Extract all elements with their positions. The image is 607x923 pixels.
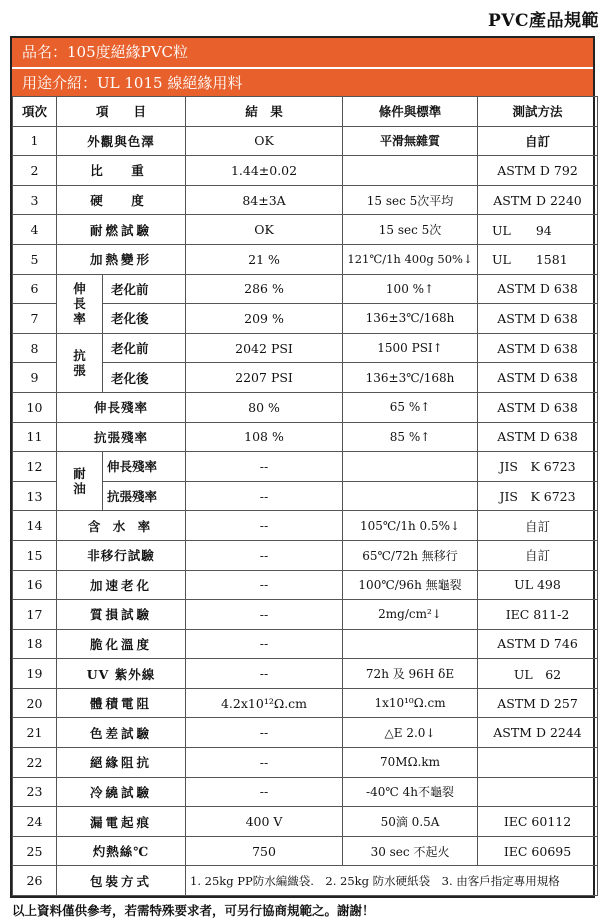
row-condition: 65℃/72h 無移行 bbox=[343, 540, 478, 570]
row-result: -- bbox=[186, 570, 343, 600]
row-no: 26 bbox=[13, 866, 57, 896]
row-item: 硬 度 bbox=[57, 185, 186, 215]
row-method: 自訂 bbox=[478, 126, 598, 156]
row-result: 209 % bbox=[186, 304, 343, 334]
row-item: 質損試驗 bbox=[57, 600, 186, 630]
header-condition: 條件與標準 bbox=[343, 97, 478, 127]
row-result: 108 % bbox=[186, 422, 343, 452]
row-method: IEC 60112 bbox=[478, 807, 598, 837]
row-no: 15 bbox=[13, 540, 57, 570]
row-method: IEC 60695 bbox=[478, 836, 598, 866]
row-condition: 100℃/96h 無龜裂 bbox=[343, 570, 478, 600]
row-condition: 50滴 0.5A bbox=[343, 807, 478, 837]
row-method: UL 94 bbox=[478, 215, 598, 245]
row-result: 400 V bbox=[186, 807, 343, 837]
row-item: 老化前 bbox=[103, 333, 186, 363]
row-item: 脆化溫度 bbox=[57, 629, 186, 659]
row-result: -- bbox=[186, 777, 343, 807]
row-method bbox=[478, 748, 598, 778]
row-condition: 平滑無雜質 bbox=[343, 126, 478, 156]
table-row bbox=[13, 659, 598, 689]
row-item: 冷繞試驗 bbox=[57, 777, 186, 807]
row-result: -- bbox=[186, 481, 343, 511]
footer-note: 以上資料僅供參考，若需特殊要求者，可另行協商規範之。謝謝！ bbox=[12, 903, 375, 918]
table-row bbox=[13, 392, 598, 422]
usage-banner: 用途介紹：UL 1015 線絕緣用料 bbox=[12, 67, 593, 96]
table-row bbox=[13, 333, 598, 363]
row-item: 外觀與色澤 bbox=[57, 126, 186, 156]
row-method: ASTM D 638 bbox=[478, 274, 598, 304]
row-result: 750 bbox=[186, 836, 343, 866]
row-item: 伸長殘率 bbox=[57, 392, 186, 422]
packaging-description: 1. 25kg PP防水編織袋. 2. 25kg 防水硬紙袋 3. 由客戶指定專用規格 bbox=[186, 866, 598, 896]
table-row bbox=[13, 807, 598, 837]
row-no: 2 bbox=[13, 156, 57, 186]
row-method: 自訂 bbox=[478, 540, 598, 570]
row-no: 12 bbox=[13, 452, 57, 482]
row-item: 伸長殘率 bbox=[103, 452, 186, 482]
table-row bbox=[13, 600, 598, 630]
row-item: 抗張殘率 bbox=[57, 422, 186, 452]
header-item: 項 目 bbox=[57, 97, 186, 127]
row-method: ASTM D 746 bbox=[478, 629, 598, 659]
row-method: ASTM D 792 bbox=[478, 156, 598, 186]
product-name-banner: 品名：105度絕緣PVC粒 bbox=[12, 38, 593, 67]
row-result: -- bbox=[186, 659, 343, 689]
row-method: ASTM D 2240 bbox=[478, 185, 598, 215]
row-no: 11 bbox=[13, 422, 57, 452]
row-condition: 85 %↑ bbox=[343, 422, 478, 452]
row-result: 21 % bbox=[186, 244, 343, 274]
row-result: -- bbox=[186, 452, 343, 482]
row-item: 色差試驗 bbox=[57, 718, 186, 748]
group-oil-label: 耐油 bbox=[57, 452, 103, 511]
row-no: 14 bbox=[13, 511, 57, 541]
row-no: 20 bbox=[13, 688, 57, 718]
row-result: -- bbox=[186, 718, 343, 748]
row-result: 4.2x10¹²Ω.cm bbox=[186, 688, 343, 718]
row-item: 含 水 率 bbox=[57, 511, 186, 541]
table-row bbox=[13, 215, 598, 245]
row-no: 23 bbox=[13, 777, 57, 807]
row-result: -- bbox=[186, 540, 343, 570]
row-item: UV 紫外線 bbox=[57, 659, 186, 689]
row-item: 老化後 bbox=[103, 363, 186, 393]
table-row bbox=[13, 126, 598, 156]
row-result: -- bbox=[186, 600, 343, 630]
row-item: 老化後 bbox=[103, 304, 186, 334]
row-condition: △E 2.0↓ bbox=[343, 718, 478, 748]
row-item: 比 重 bbox=[57, 156, 186, 186]
row-item: 絕緣阻抗 bbox=[57, 748, 186, 778]
row-no: 9 bbox=[13, 363, 57, 393]
row-method: JIS K 6723 bbox=[478, 452, 598, 482]
row-condition: 2mg/cm²↓ bbox=[343, 600, 478, 630]
row-method: ASTM D 638 bbox=[478, 392, 598, 422]
table-row bbox=[13, 274, 598, 304]
row-condition: -40℃ 4h不龜裂 bbox=[343, 777, 478, 807]
row-method: ASTM D 638 bbox=[478, 333, 598, 363]
row-condition: 1x10¹⁰Ω.cm bbox=[343, 688, 478, 718]
row-no: 21 bbox=[13, 718, 57, 748]
table-row bbox=[13, 629, 598, 659]
row-condition: 30 sec 不起火 bbox=[343, 836, 478, 866]
spec-sheet bbox=[10, 36, 595, 898]
row-no: 10 bbox=[13, 392, 57, 422]
spec-table bbox=[12, 96, 598, 896]
row-condition bbox=[343, 629, 478, 659]
row-condition: 136±3℃/168h bbox=[343, 304, 478, 334]
table-row bbox=[13, 570, 598, 600]
row-no: 18 bbox=[13, 629, 57, 659]
table-row bbox=[13, 688, 598, 718]
row-result: OK bbox=[186, 215, 343, 245]
row-method: UL 62 bbox=[478, 659, 598, 689]
row-item: 抗張殘率 bbox=[103, 481, 186, 511]
table-row bbox=[13, 156, 598, 186]
row-no: 24 bbox=[13, 807, 57, 837]
row-item: 漏電起痕 bbox=[57, 807, 186, 837]
row-no: 16 bbox=[13, 570, 57, 600]
table-row bbox=[13, 866, 598, 896]
row-result: -- bbox=[186, 748, 343, 778]
row-condition bbox=[343, 156, 478, 186]
row-method: UL 1581 bbox=[478, 244, 598, 274]
row-condition bbox=[343, 452, 478, 482]
row-result: OK bbox=[186, 126, 343, 156]
table-row bbox=[13, 452, 598, 482]
row-condition: 65 %↑ bbox=[343, 392, 478, 422]
row-condition: 15 sec 5次 bbox=[343, 215, 478, 245]
row-condition: 136±3℃/168h bbox=[343, 363, 478, 393]
group-elongation-label: 伸長率 bbox=[57, 274, 103, 333]
table-row bbox=[13, 748, 598, 778]
row-no: 3 bbox=[13, 185, 57, 215]
row-condition: 100 %↑ bbox=[343, 274, 478, 304]
header-method: 測試方法 bbox=[478, 97, 598, 127]
row-item: 加速老化 bbox=[57, 570, 186, 600]
header-result: 結 果 bbox=[186, 97, 343, 127]
table-row bbox=[13, 718, 598, 748]
row-item: 包裝方式 bbox=[57, 866, 186, 896]
row-no: 6 bbox=[13, 274, 57, 304]
row-no: 8 bbox=[13, 333, 57, 363]
row-method: ASTM D 638 bbox=[478, 304, 598, 334]
row-result: 80 % bbox=[186, 392, 343, 422]
row-no: 17 bbox=[13, 600, 57, 630]
row-result: 2042 PSI bbox=[186, 333, 343, 363]
row-item: 耐燃試驗 bbox=[57, 215, 186, 245]
row-result: 286 % bbox=[186, 274, 343, 304]
row-condition: 70MΩ.km bbox=[343, 748, 478, 778]
row-item: 非移行試驗 bbox=[57, 540, 186, 570]
row-result: -- bbox=[186, 511, 343, 541]
row-item: 體積電阻 bbox=[57, 688, 186, 718]
row-method: 自訂 bbox=[478, 511, 598, 541]
row-condition: 121℃/1h 400g 50%↓ bbox=[343, 244, 478, 274]
row-no: 5 bbox=[13, 244, 57, 274]
row-no: 4 bbox=[13, 215, 57, 245]
row-no: 7 bbox=[13, 304, 57, 334]
table-row bbox=[13, 185, 598, 215]
row-item: 加熱變形 bbox=[57, 244, 186, 274]
table-row bbox=[13, 511, 598, 541]
row-no: 19 bbox=[13, 659, 57, 689]
table-row bbox=[13, 244, 598, 274]
row-condition: 1500 PSI↑ bbox=[343, 333, 478, 363]
row-item: 老化前 bbox=[103, 274, 186, 304]
row-method: ASTM D 638 bbox=[478, 363, 598, 393]
row-result: 84±3A bbox=[186, 185, 343, 215]
table-row bbox=[13, 422, 598, 452]
row-condition: 105℃/1h 0.5%↓ bbox=[343, 511, 478, 541]
document-title: PVC產品規範 bbox=[487, 11, 599, 31]
row-condition: 15 sec 5次平均 bbox=[343, 185, 478, 215]
row-method: JIS K 6723 bbox=[478, 481, 598, 511]
row-no: 25 bbox=[13, 836, 57, 866]
row-method bbox=[478, 777, 598, 807]
row-result: -- bbox=[186, 629, 343, 659]
group-tensile-label: 抗張 bbox=[57, 333, 103, 392]
row-method: ASTM D 2244 bbox=[478, 718, 598, 748]
table-header-row bbox=[13, 97, 598, 127]
row-condition bbox=[343, 481, 478, 511]
row-method: IEC 811-2 bbox=[478, 600, 598, 630]
row-result: 1.44±0.02 bbox=[186, 156, 343, 186]
row-item: 灼熱絲℃ bbox=[57, 836, 186, 866]
row-condition: 72h 及 96H δE bbox=[343, 659, 478, 689]
row-no: 1 bbox=[13, 126, 57, 156]
row-method: UL 498 bbox=[478, 570, 598, 600]
row-no: 13 bbox=[13, 481, 57, 511]
row-result: 2207 PSI bbox=[186, 363, 343, 393]
table-row bbox=[13, 836, 598, 866]
header-no: 項次 bbox=[13, 97, 57, 127]
row-method: ASTM D 638 bbox=[478, 422, 598, 452]
table-row bbox=[13, 777, 598, 807]
row-method: ASTM D 257 bbox=[478, 688, 598, 718]
row-no: 22 bbox=[13, 748, 57, 778]
table-row bbox=[13, 540, 598, 570]
